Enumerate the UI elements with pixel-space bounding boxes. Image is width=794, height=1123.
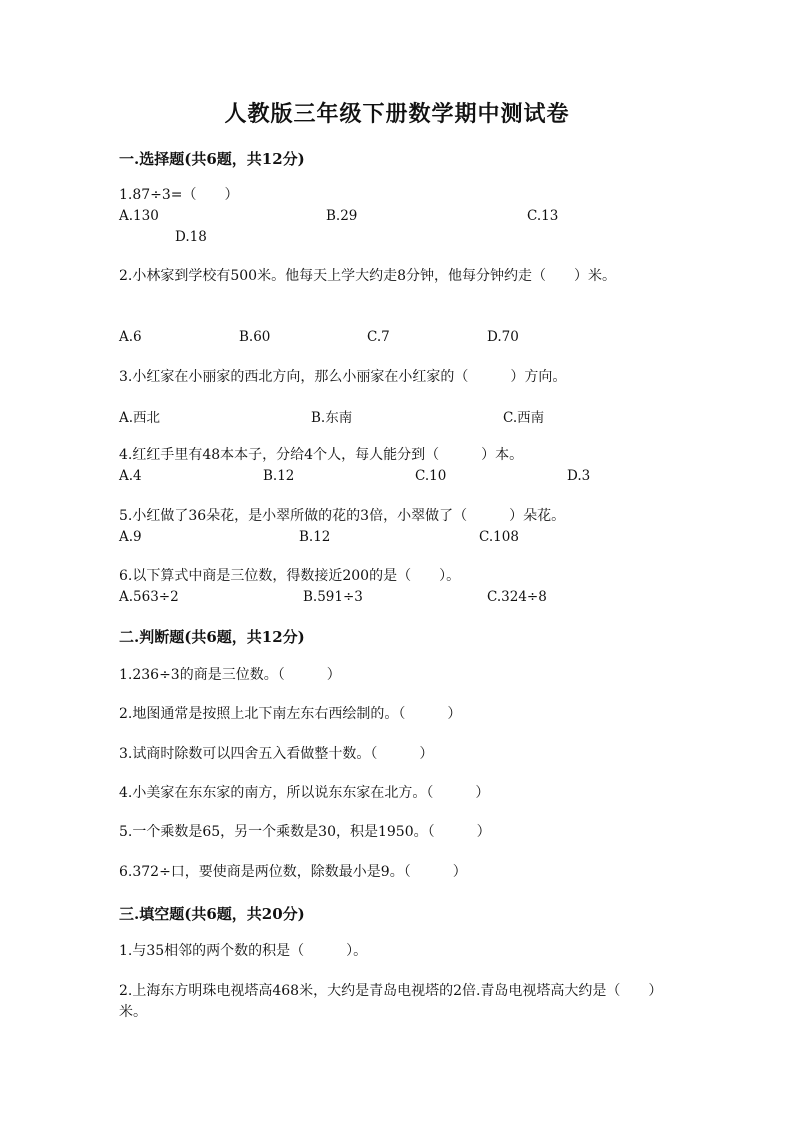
- option: B.12: [263, 468, 295, 484]
- option: C.西南: [503, 410, 545, 426]
- question-text: 4.红红手里有48本本子，分给4个人，每人能分到（ ）本。: [119, 447, 524, 463]
- option: A.563÷2: [119, 589, 179, 605]
- option: A.4: [119, 468, 142, 484]
- option: D.18: [175, 229, 207, 245]
- option: A.6: [119, 329, 142, 345]
- question-text: 1.与35相邻的两个数的积是（ ）。: [119, 943, 368, 959]
- option: C.13: [527, 208, 559, 224]
- section-heading-fill: 三.填空题(共6题，共20分): [119, 905, 305, 923]
- question-text: 2.上海东方明珠电视塔高468米，大约是青岛电视塔的2倍.青岛电视塔高大约是（ ）米。: [119, 983, 663, 1020]
- section-heading-judge: 二.判断题(共6题，共12分): [119, 628, 305, 646]
- option: B.12: [299, 529, 331, 545]
- option: A.9: [119, 529, 142, 545]
- question-text: 3.小红家在小丽家的西北方向，那么小丽家在小红家的（ ）方向。: [119, 369, 567, 385]
- question-text: 6.372÷口，要使商是两位数，除数最小是9。（ ）: [119, 864, 467, 880]
- question-text: 6.以下算式中商是三位数，得数接近200的是（ ）。: [119, 568, 461, 584]
- option: C.10: [415, 468, 447, 484]
- section-heading-choice: 一.选择题(共6题，共12分): [119, 150, 305, 168]
- option: C.324÷8: [487, 589, 547, 605]
- option: B.591÷3: [303, 589, 363, 605]
- option: C.108: [479, 529, 519, 545]
- page-title: 人教版三年级下册数学期中测试卷: [224, 101, 570, 127]
- question-text: 5.小红做了36朵花，是小翠所做的花的3倍，小翠做了（ ）朵花。: [119, 508, 566, 524]
- option: B.东南: [311, 410, 353, 426]
- question-text: 2.地图通常是按照上北下南左东右西绘制的。（ ）: [119, 706, 462, 722]
- option: A.西北: [119, 410, 161, 426]
- question-text: 1.236÷3的商是三位数。（ ）: [119, 667, 341, 683]
- option: A.130: [119, 208, 159, 224]
- option: D.3: [567, 468, 591, 484]
- question-text: 5.一个乘数是65，另一个乘数是30，积是1950。（ ）: [119, 824, 491, 840]
- option: D.70: [487, 329, 519, 345]
- question-text: 2.小林家到学校有500米。他每天上学大约走8分钟，他每分钟约走（ ）米。: [119, 268, 616, 284]
- option: C.7: [367, 329, 390, 345]
- option: B.29: [326, 208, 358, 224]
- question-text: 3.试商时除数可以四舍五入看做整十数。（ ）: [119, 746, 434, 762]
- question-text: 4.小美家在东东家的南方，所以说东东家在北方。（ ）: [119, 785, 490, 801]
- option: B.60: [239, 329, 271, 345]
- question-text: 1.87÷3=（ ）: [119, 187, 239, 203]
